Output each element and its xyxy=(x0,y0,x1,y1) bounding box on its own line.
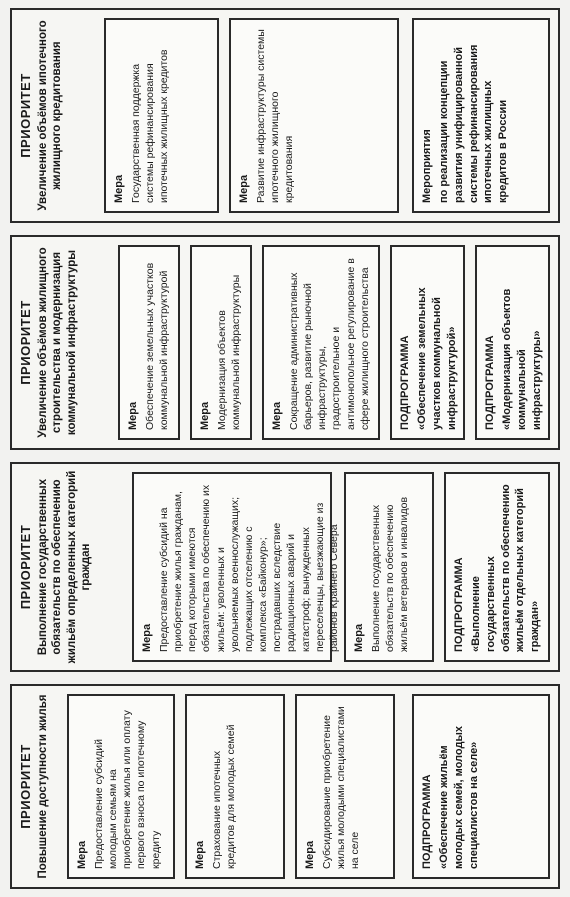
priority-text: Увеличение объёмов ипотечного жилищного кредитования xyxy=(37,20,64,211)
box-text: Предоставление субсидий молодым семьям на приобретение жилья или оплату первого взноса по ипотечному кредиту xyxy=(92,710,162,869)
priority-label: ПРИОРИТЕТ xyxy=(18,73,33,158)
box-text: по реализации концепции развития унифицированной системы рефинансирования ипотечных жилищных кредитов в России xyxy=(437,44,510,203)
priority-header xyxy=(12,686,50,887)
measure-box xyxy=(262,245,380,440)
box-text: «Выполнение государственных обязательств по обеспечению жильём отдельных категорий граждан» xyxy=(469,484,542,652)
box-text: «Обеспечение земельных участков коммунальной инфраструктурой» xyxy=(415,287,458,430)
box-head: Мера xyxy=(113,174,125,203)
box-text: «Обеспечение жильём молодых семей, молодых специалистов на селе» xyxy=(437,726,480,869)
priority-header xyxy=(12,237,79,448)
subprogram-box xyxy=(475,245,550,440)
priority-text: Повышение доступности жилья xyxy=(37,694,49,879)
subprogram-box xyxy=(390,245,465,440)
priority-header xyxy=(12,10,65,221)
box-head: Мера xyxy=(127,401,139,430)
priority-column-housing-construction xyxy=(10,235,560,450)
box-text: Развитие инфраструктуры системы ипотечного жилищного кредитования xyxy=(254,29,296,203)
priority-label: ПРИОРИТЕТ xyxy=(18,524,33,610)
box-head: ПОДПРОГРАММА xyxy=(421,774,433,869)
box-text: Государственная поддержка системы рефинансирования ипотечных жилищных кредитов xyxy=(129,49,171,203)
measure-box xyxy=(104,18,219,213)
priority-column-mortgage-lending xyxy=(10,8,560,223)
measure-box xyxy=(229,18,399,213)
box-head: Мера xyxy=(304,840,316,869)
measure-box xyxy=(118,245,180,440)
box-text: Выполнение государственных обязательств по обеспечению жильём ветеранов и инвалидов xyxy=(369,496,411,652)
box-head: Мера xyxy=(194,840,206,869)
box-head: ПОДПРОГРАММА xyxy=(399,335,411,430)
box-text: «Модернизация объектов коммунальной инфраструктуры» xyxy=(500,288,543,430)
priority-header xyxy=(12,464,94,670)
box-head: Мера xyxy=(271,401,283,430)
box-text: Страхование ипотечных кредитов для молодых семей xyxy=(210,724,238,869)
box-head: Мероприятия xyxy=(421,129,433,203)
priority-column-state-obligations xyxy=(10,462,560,672)
box-head: Мера xyxy=(199,401,211,430)
box-text: Обеспечение земельных участков коммунальной инфраструктурой xyxy=(143,262,171,430)
box-text: Субсидирование приобретение жилья молодыми специалистами на селе xyxy=(320,706,362,869)
box-head: ПОДПРОГРАММА xyxy=(453,557,465,652)
box-head: Мера xyxy=(141,623,153,652)
measure-box xyxy=(344,472,434,662)
measure-box xyxy=(295,694,395,879)
box-text: Модернизация объектов коммунальной инфраструктуры xyxy=(215,274,243,430)
box-head: Мера xyxy=(76,840,88,869)
activities-box xyxy=(412,18,550,213)
priority-column-housing-affordability xyxy=(10,684,560,889)
priority-text: Выполнение государственных обязательств по обеспечению жильём определенных категорий граждан xyxy=(37,470,93,664)
priority-text: Увеличение объёмов жилищного строительства и модернизация коммунальной инфраструктуры xyxy=(37,247,78,438)
measure-box xyxy=(132,472,340,662)
priority-label: ПРИОРИТЕТ xyxy=(18,300,33,385)
measure-box xyxy=(185,694,285,879)
box-head: ПОДПРОГРАММА xyxy=(484,335,496,430)
box-head: Мера xyxy=(353,623,365,652)
subprogram-box xyxy=(412,694,550,879)
box-text: Предоставление субсидий на приобретение жилья гражданам, перед которыми имеются обязательства по обеспечению их жильём: уволенных и увольняемых военнослужащих; подлежащих отселению с комплекса «Байконур»; пострадавших вследствие радиационных аварий и катастроф; вынужденных переселенцы, выезжающие из районов Крайнего Севера xyxy=(157,484,340,652)
priority-label: ПРИОРИТЕТ xyxy=(18,744,33,829)
subprogram-box xyxy=(444,472,550,662)
box-text: Сокращение административных барьеров, развитие рыночной инфраструктуры, градостроительное и антимонопольное регулирование в сфере жилищного строительства xyxy=(287,258,371,430)
measure-box xyxy=(67,694,175,879)
measure-box xyxy=(190,245,252,440)
box-head: Мера xyxy=(238,174,250,203)
